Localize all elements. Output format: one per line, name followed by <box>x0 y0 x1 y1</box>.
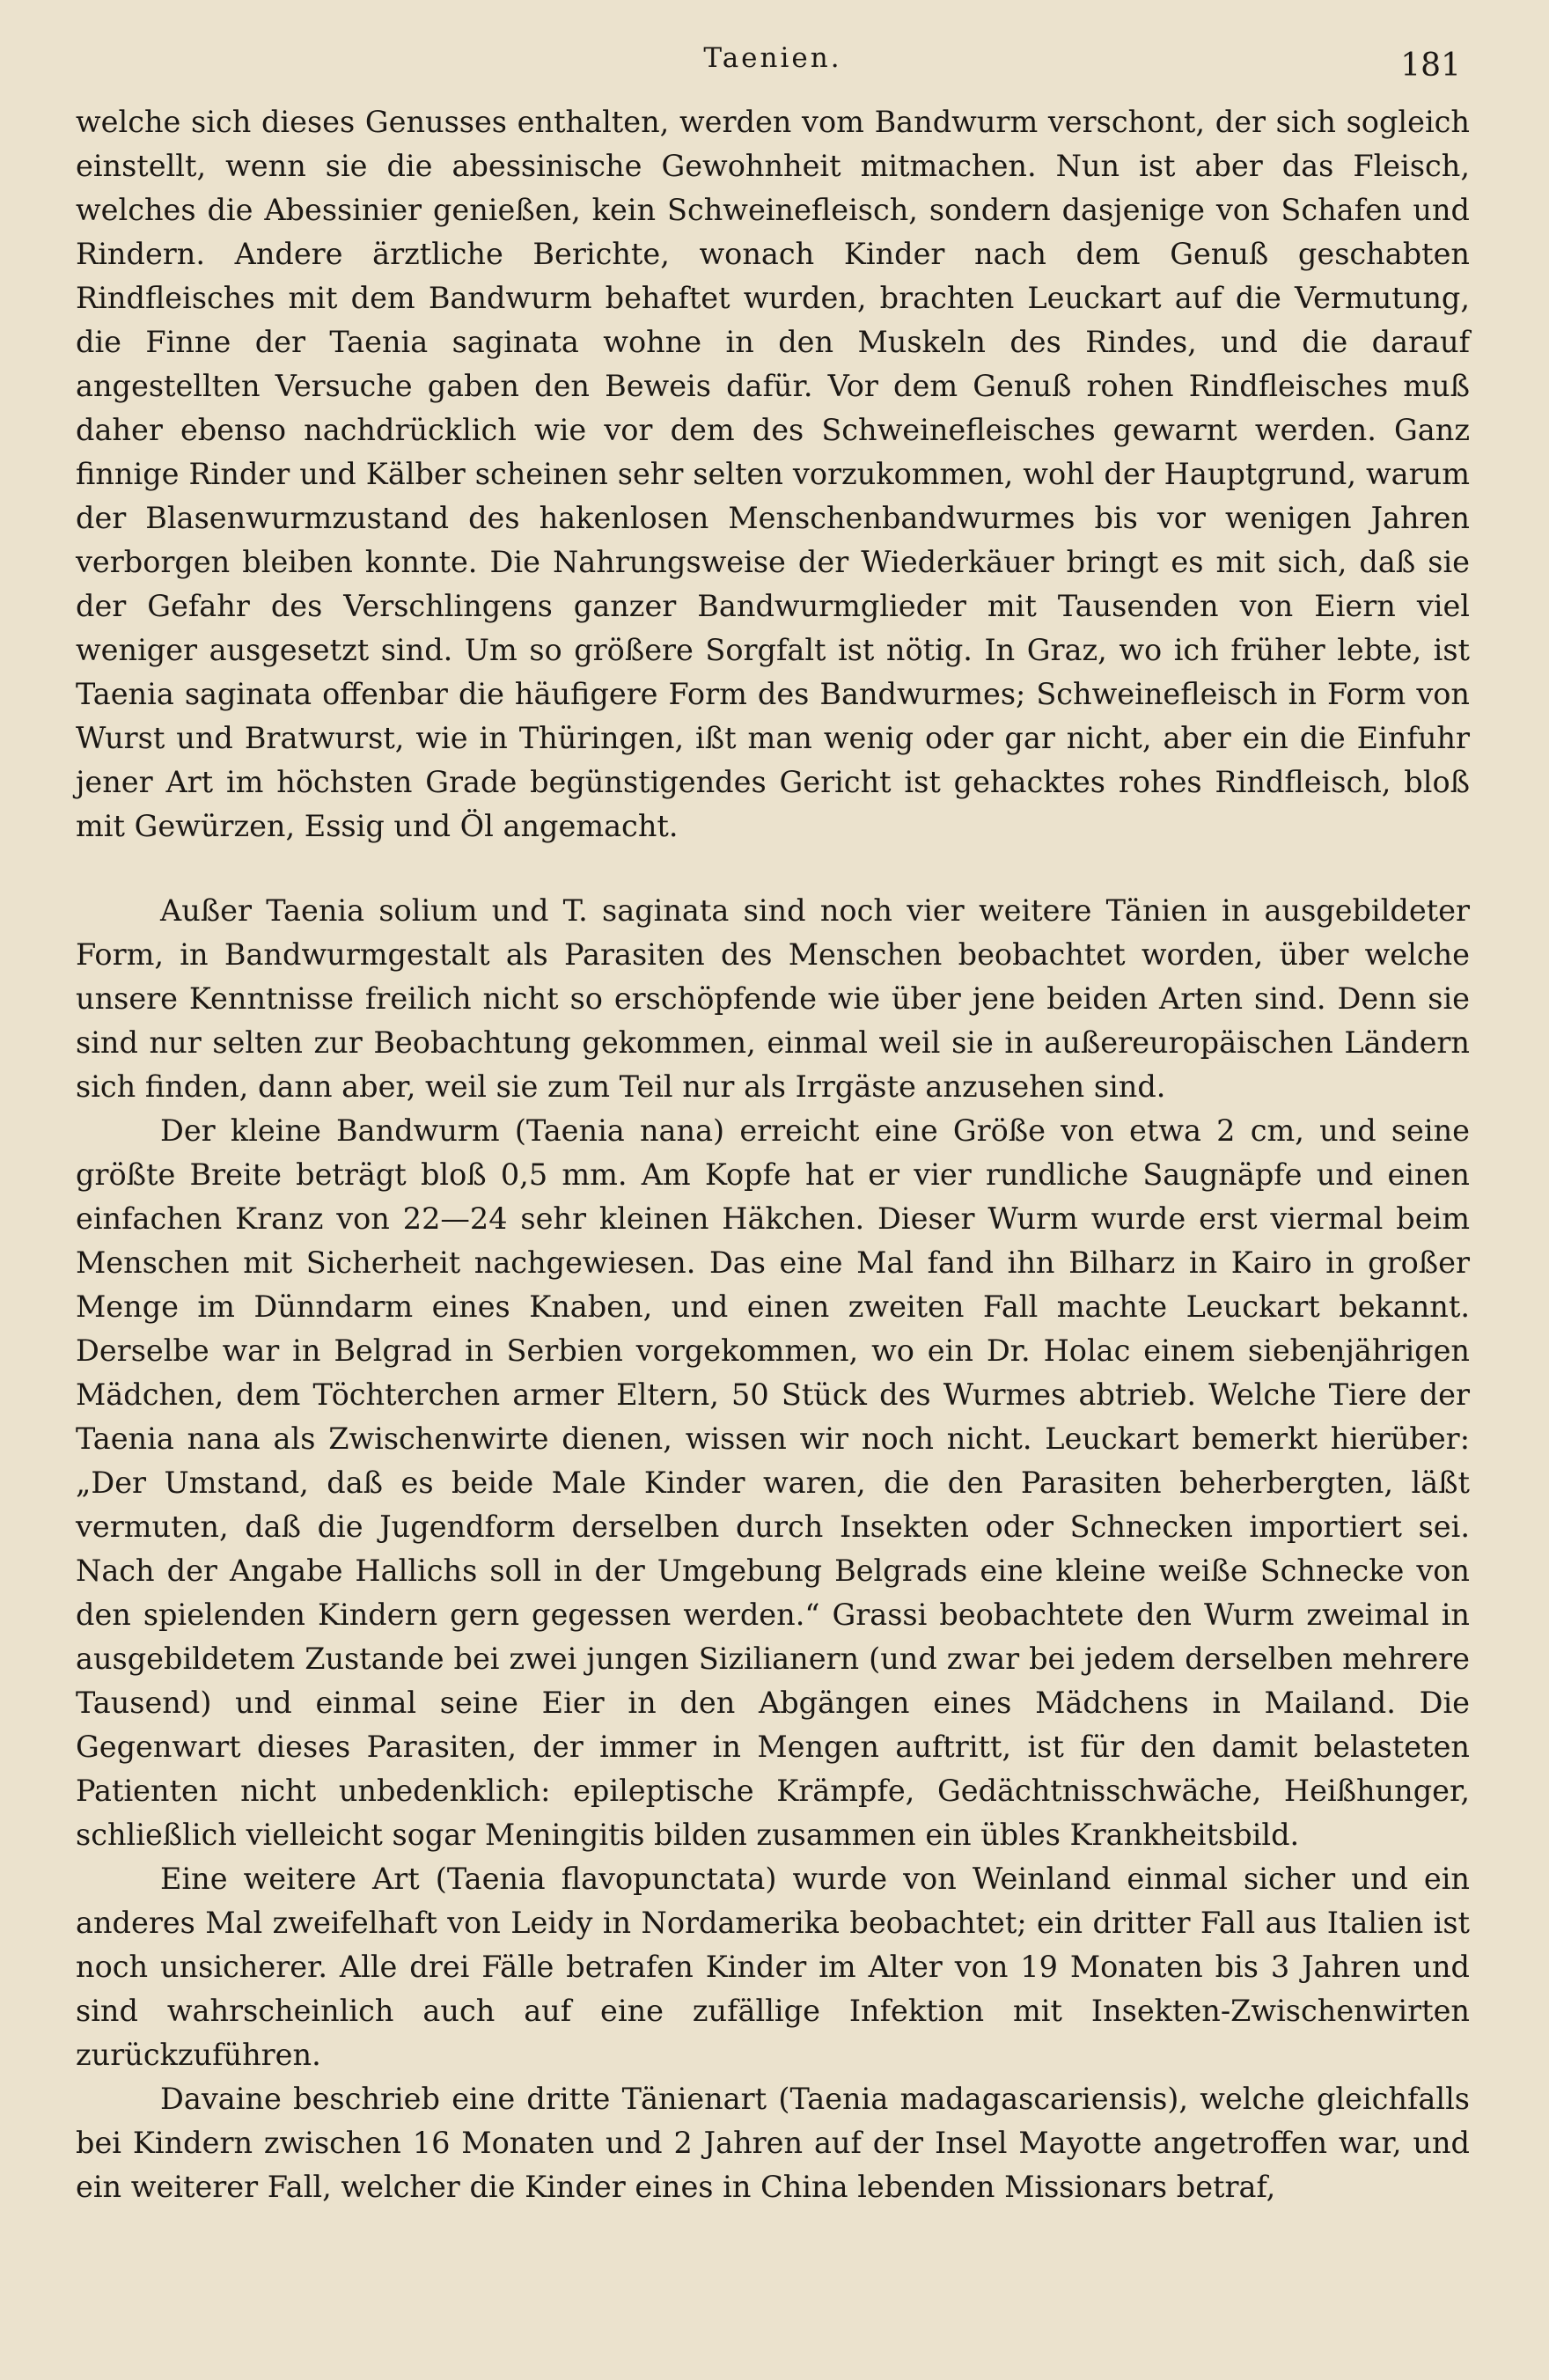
paragraph: welche sich dieses Genusses enthalten, werden vom Bandwurm verschont, der sich sogleich einstellt, wenn sie die abessinische Gewohnheit mitmachen. Nun ist aber das Fleisch, welches die Abessinier genießen, kein Schweinefleisch, sondern dasjenige von Schafen und Rindern. Andere ärztliche Berichte, wonach Kinder nach dem Genuß geschabten Rindfleisches mit dem Bandwurm behaftet wurden, brachten Leuckart auf die Vermutung, die Finne der Taenia saginata wohne in den Muskeln des Rindes, und die darauf angestellten Versuche gaben den Beweis dafür. Vor dem Genuß rohen Rindfleisches muß daher ebenso nachdrücklich wie vor dem des Schweinefleisches gewarnt werden. Ganz finnige Rinder und Kälber scheinen sehr selten vorzukommen, wohl der Hauptgrund, warum der Blasenwurmzustand des hakenlosen Menschenbandwurmes bis vor wenigen Jahren verborgen bleiben konnte. Die Nahrungsweise der Wiederkäuer bringt es mit sich, daß sie der Gefahr des Verschlingens ganzer Bandwurmglieder mit Tausenden von Eiern viel weniger ausgesetzt sind. Um so größere Sorgfalt ist nötig. In Graz, wo ich früher lebte, ist Taenia saginata offenbar die häufigere Form des Bandwurmes; Schweinefleisch in Form von Wurst und Bratwurst, wie in Thüringen, ißt man wenig oder gar nicht, aber ein die Einfuhr jener Art im höchsten Grade begünstigendes Gericht ist gehacktes rohes Rindfleisch, bloß mit Gewürzen, Essig und Öl angemacht. <box>76 105 1470 843</box>
paragraph: Der kleine Bandwurm (Taenia nana) erreicht eine Größe von etwa 2 cm, und seine größte Breite beträgt bloß 0,5 mm. Am Kopfe hat er vier rundliche Saugnäpfe und einen einfachen Kranz von 22—24 sehr kleinen Häkchen. Dieser Wurm wurde erst viermal beim Menschen mit Sicherheit nachgewiesen. Das eine Mal fand ihn Bilharz in Kairo in großer Menge im Dünndarm eines Knaben, und einen zweiten Fall machte Leuckart bekannt. Derselbe war in Belgrad in Serbien vorgekommen, wo ein Dr. Holac einem siebenjährigen Mädchen, dem Töchterchen armer Eltern, 50 Stück des Wurmes abtrieb. Welche Tiere der Taenia nana als Zwischenwirte dienen, wissen wir noch nicht. Leuckart bemerkt hierüber: „Der Umstand, daß es beide Male Kinder waren, die den Parasiten beherbergten, läßt vermuten, daß die Jugendform derselben durch Insekten oder Schnecken importiert sei. Nach der Angabe Hallichs soll in der Umgebung Belgrads eine kleine weiße Schnecke von den spielenden Kindern gern gegessen werden.“ Grassi beobachtete den Wurm zweimal in ausgebildetem Zustande bei zwei jungen Sizilianern (und zwar bei jedem derselben mehrere Tausend) und einmal seine Eier in den Abgängen eines Mädchens in Mailand. Die Gegenwart dieses Parasiten, der immer in Mengen auftritt, ist für den damit belasteten Patienten nicht unbedenklich: epileptische Krämpfe, Gedächtnisschwäche, Heißhunger, schließlich vielleicht sogar Meningitis bilden zusammen ein übles Krankheitsbild. <box>76 1113 1470 1852</box>
paragraph: Eine weitere Art (Taenia flavopunctata) wurde von Weinland einmal sicher und ein anderes Mal zweifelhaft von Leidy in Nordamerika beobachtet; ein dritter Fall aus Italien ist noch unsicherer. Alle drei Fälle betrafen Kinder im Alter von 19 Monaten bis 3 Jahren und sind wahrscheinlich auch auf eine zufällige Infektion mit Insekten-Zwischenwirten zurückzuführen. <box>76 1862 1470 2072</box>
running-head <box>76 26 1470 97</box>
page-number: 181 <box>1400 48 1461 84</box>
paragraph: Außer Taenia solium und T. saginata sind noch vier weitere Tänien in ausgebildeter Form, in Bandwurmgestalt als Parasiten des Menschen beobachtet worden, über welche unsere Kenntnisse freilich nicht so erschöpfende wie über jene beiden Arten sind. Denn sie sind nur selten zur Beobachtung gekommen, einmal weil sie in außereuropäischen Ländern sich finden, dann aber, weil sie zum Teil nur als Irrgäste anzusehen sind. <box>76 893 1470 1104</box>
paragraph: Davaine beschrieb eine dritte Tänienart (Taenia madagascariensis), welche gleichfalls bei Kindern zwischen 16 Monaten und 2 Jahren auf der Insel Mayotte angetroffen war, und ein weiterer Fall, welcher die Kinder eines in China lebenden Missionars betraf, <box>76 2082 1470 2204</box>
paragraph-gap <box>76 848 1470 889</box>
body-text <box>76 100 1470 2209</box>
running-head-title: Taenien. <box>703 42 842 74</box>
